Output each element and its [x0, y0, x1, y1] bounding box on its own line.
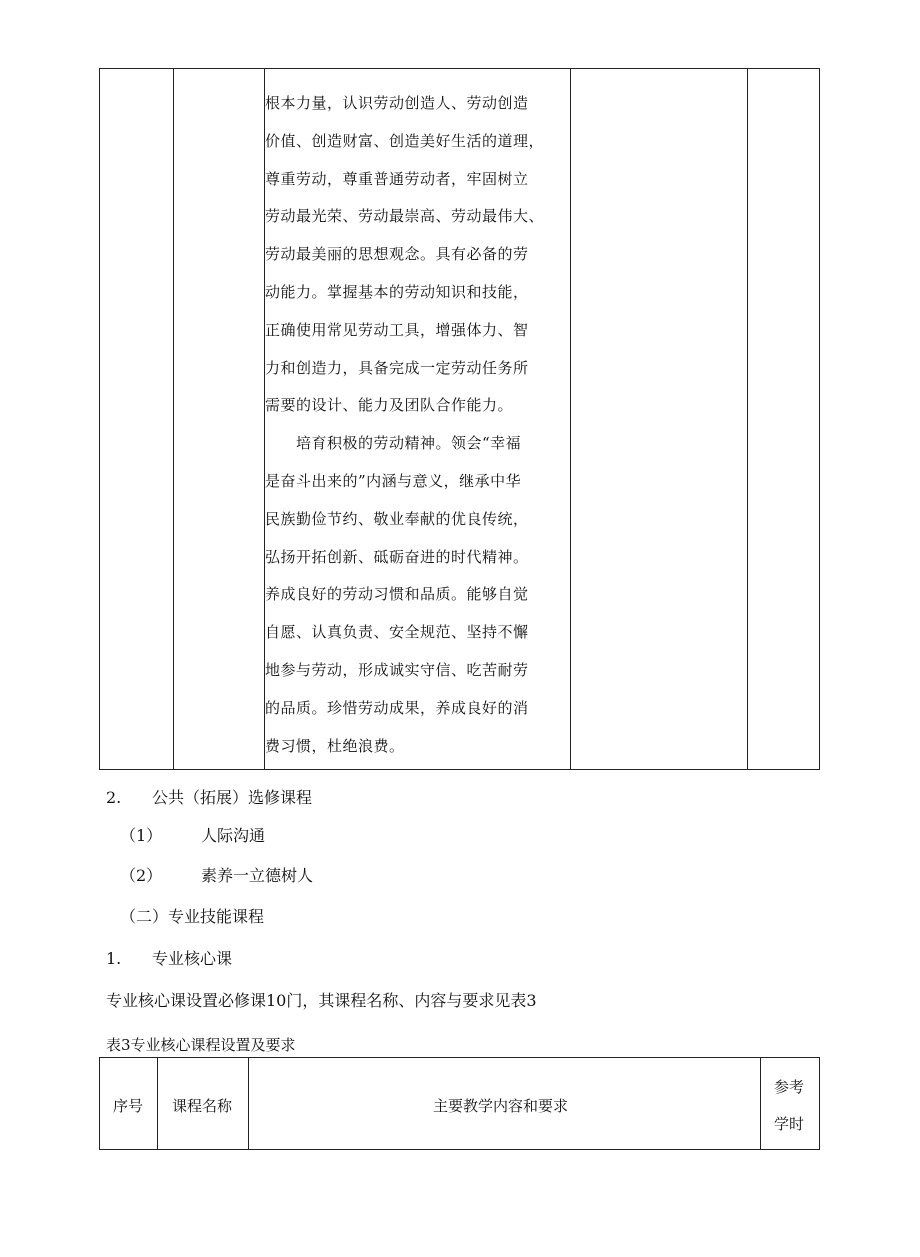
- header-course-name: 课程名称: [172, 1097, 233, 1115]
- column-divider: [173, 69, 174, 769]
- text-line: 需要的设计、能力及团队合作能力。: [265, 396, 514, 415]
- column-divider: [760, 1058, 761, 1149]
- text-line: 的品质。珍惜劳动成果，养成良好的消: [265, 698, 529, 717]
- text-line: 养成良好的劳动习惯和品质。能够自觉: [265, 585, 529, 604]
- text-line: 力和创造力，具备完成一定劳动任务所: [265, 358, 529, 377]
- item-text: 人际沟通: [201, 826, 266, 845]
- section-number: 2.: [106, 788, 122, 807]
- column-divider: [157, 1058, 158, 1149]
- text-line: 费习惯，杜绝浪费。: [265, 736, 405, 755]
- header-seq: 序号: [113, 1097, 144, 1115]
- text-line: 弘扬开拓创新、砥砺奋进的时代精神。: [265, 547, 529, 566]
- paragraph: 专业核心课设置必修课10门，其课程名称、内容与要求见表3: [106, 991, 537, 1010]
- text-line: 培育积极的劳动精神。领会“幸福: [296, 434, 522, 453]
- header-hours-line1: 参考: [774, 1078, 805, 1096]
- text-line: 地参与劳动，形成诚实守信、吃苦耐劳: [265, 660, 529, 679]
- text-line: 尊重劳动，尊重普通劳动者，牢固树立: [265, 169, 529, 188]
- header-hours-line2: 学时: [774, 1115, 805, 1133]
- text-line: 劳动最光荣、劳动最崇高、劳动最伟大、: [265, 207, 545, 226]
- column-divider: [570, 69, 571, 769]
- course-requirements-text: [265, 85, 565, 765]
- column-divider: [747, 69, 748, 769]
- section-title: 专业核心课: [152, 949, 233, 968]
- item-text: 素养一立德树人: [201, 866, 314, 885]
- text-line: 是奋斗出来的”内涵与意义，继承中华: [265, 471, 522, 490]
- header-content: 主要教学内容和要求: [433, 1097, 569, 1115]
- text-line: 自愿、认真负责、安全规范、坚持不懈: [265, 623, 529, 642]
- text-line: 根本力量，认识劳动创造人、劳动创造: [265, 94, 529, 112]
- column-divider: [248, 1058, 249, 1149]
- table-caption: 表3专业核心课程设置及要求: [106, 1036, 296, 1054]
- item-number: （1）: [120, 826, 163, 845]
- section-title: 公共（拓展）选修课程: [152, 788, 313, 807]
- text-line: 正确使用常见劳动工具，增强体力、智: [265, 320, 529, 339]
- text-line: 价值、创造财富、创造美好生活的道理，: [265, 131, 545, 150]
- subsection-heading: （二）专业技能课程: [120, 907, 265, 926]
- section-number: 1.: [106, 949, 122, 968]
- text-line: 劳动最美丽的思想观念。具有必备的劳: [265, 245, 529, 264]
- text-line: 动能力。掌握基本的劳动知识和技能，: [265, 282, 529, 301]
- text-line: 民族勤俭节约、敬业奉献的优良传统，: [265, 509, 529, 528]
- item-number: （2）: [120, 866, 163, 885]
